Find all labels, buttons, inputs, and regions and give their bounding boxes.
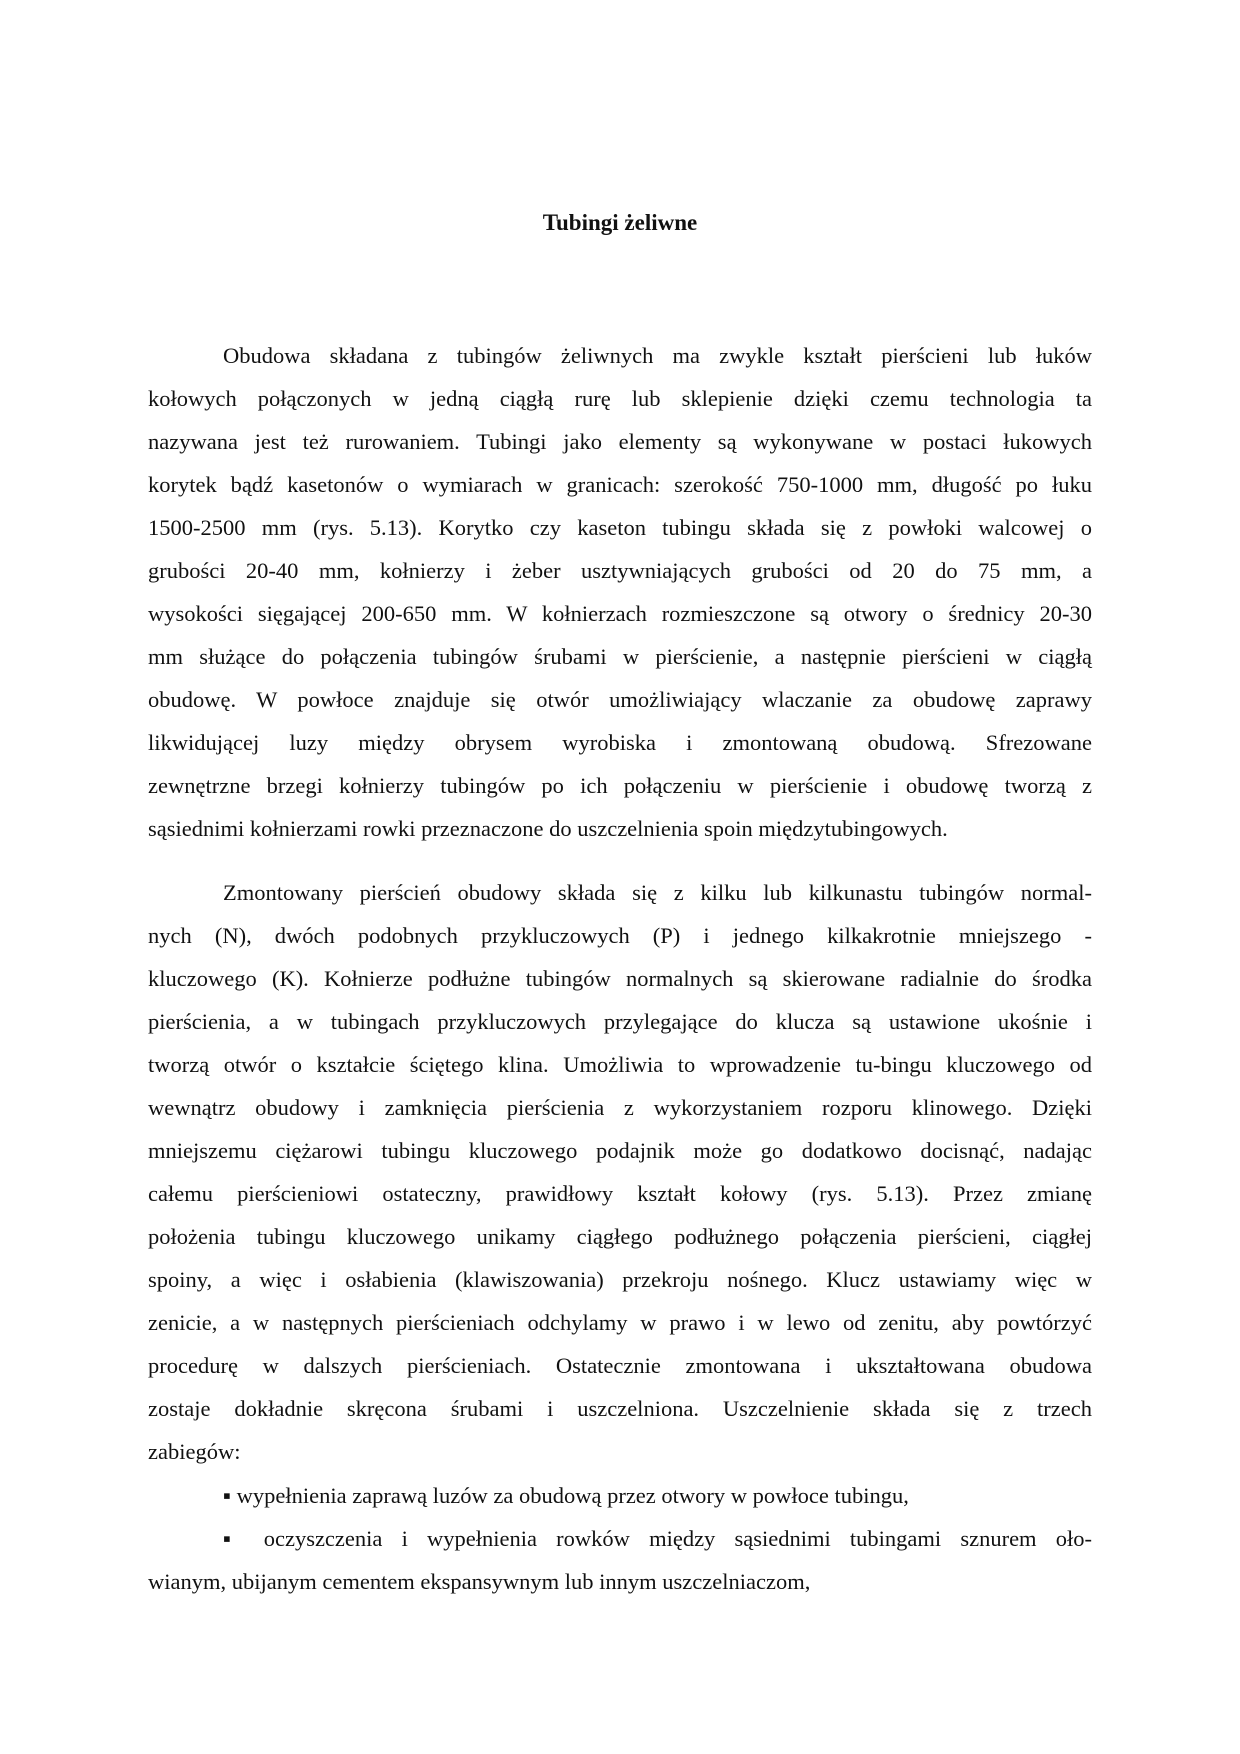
bullet-list [148, 1474, 1092, 1603]
text-line: nych (N), dwóch podobnych przykluczowych (P) i jednego kilkakrotnie mniejszego - [148, 923, 1092, 948]
text-line: procedurę w dalszych pierścieniach. Ostatecznie zmontowana i ukształtowana obudowa [148, 1353, 1092, 1378]
text-line: mm służące do połączenia tubingów śrubami w pierścienie, a następnie pierścieni w ciągłą [148, 644, 1092, 669]
text-line: grubości 20-40 mm, kołnierzy i żeber usztywniających grubości od 20 do 75 mm, a [148, 558, 1092, 583]
text-line: spoiny, a więc i osłabienia (klawiszowania) przekroju nośnego. Klucz ustawiamy więc w [148, 1267, 1092, 1292]
text-line: nazywana jest też rurowaniem. Tubingi jako elementy są wykonywane w postaci łukowych [148, 429, 1092, 454]
text-line: obudowę. W powłoce znajduje się otwór umożliwiający wlaczanie za obudowę zaprawy [148, 687, 1092, 712]
document-title: Tubingi żeliwne [542, 210, 698, 235]
text-line: kołowych połączonych w jedną ciągłą rurę lub sklepienie dzięki czemu technologia ta [148, 386, 1092, 411]
paragraph-2 [148, 871, 1092, 1473]
text-line: zewnętrzne brzegi kołnierzy tubingów po ich połączeniu w pierścienie i obudowę tworzą z [148, 773, 1092, 798]
text-line: położenia tubingu kluczowego unikamy ciągłego podłużnego połączenia pierścieni, ciągłej [148, 1224, 1092, 1249]
text-line: wysokości sięgającej 200-650 mm. W kołnierzach rozmieszczone są otwory o średnicy 20-30 [148, 601, 1092, 626]
text-line: 1500-2500 mm (rys. 5.13). Korytko czy kaseton tubingu składa się z powłoki walcowej o [148, 515, 1092, 540]
list-item-line: ▪ wypełnienia zaprawą luzów za obudową przez otwory w powłoce tubingu, [223, 1483, 909, 1508]
list-item-line: wianym, ubijanym cementem ekspansywnym lub innym uszczelniaczom, [148, 1569, 811, 1594]
text-line: całemu pierścieniowi ostateczny, prawidłowy kształt kołowy (rys. 5.13). Przez zmianę [148, 1181, 1092, 1206]
text-line: zabiegów: [148, 1439, 241, 1464]
text-line: kluczowego (K). Kołnierze podłużne tubingów normalnych są skierowane radialnie do środka [148, 966, 1092, 991]
text-line: wewnątrz obudowy i zamknięcia pierścienia z wykorzystaniem rozporu klinowego. Dzięki [148, 1095, 1092, 1120]
text-line: Zmontowany pierścień obudowy składa się z kilku lub kilkunastu tubingów normal- [223, 880, 1092, 905]
text-line: Obudowa składana z tubingów żeliwnych ma zwykle kształt pierścieni lub łuków [223, 343, 1092, 368]
text-line: korytek bądź kasetonów o wymiarach w granicach: szerokość 750-1000 mm, długość po łuku [148, 472, 1092, 497]
text-line: zenicie, a w następnych pierścieniach odchylamy w prawo i w lewo od zenitu, aby powtórzyć [148, 1310, 1092, 1335]
text-line: tworzą otwór o kształcie ściętego klina. Umożliwia to wprowadzenie tu-bingu kluczowego od [148, 1052, 1092, 1077]
paragraph-1 [148, 334, 1092, 850]
text-line: likwidującej luzy między obrysem wyrobiska i zmontowaną obudową. Sfrezowane [148, 730, 1092, 755]
text-line: zostaje dokładnie skręcona śrubami i uszczelniona. Uszczelnienie składa się z trzech [148, 1396, 1092, 1421]
list-item-line: ▪ oczyszczenia i wypełnienia rowków między sąsiednimi tubingami sznurem oło- [223, 1526, 1092, 1551]
text-line: sąsiednimi kołnierzami rowki przeznaczone do uszczelnienia spoin międzytubingowych. [148, 816, 948, 841]
text-line: mniejszemu ciężarowi tubingu kluczowego podajnik może go dodatkowo docisnąć, nadając [148, 1138, 1092, 1163]
text-line: pierścienia, a w tubingach przykluczowych przylegające do klucza są ustawione ukośnie i [148, 1009, 1092, 1034]
